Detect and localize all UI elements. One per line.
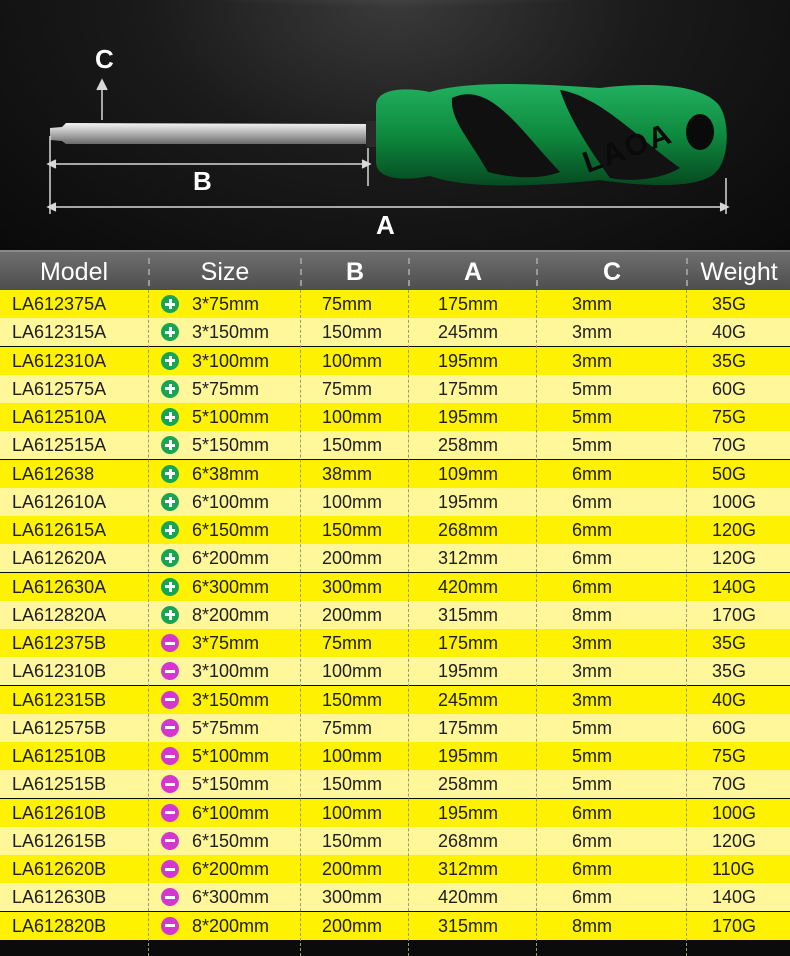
weight-cell: 100G (712, 491, 757, 512)
a-length-cell: 109mm (438, 463, 499, 484)
table-row (0, 714, 790, 742)
table-row (0, 375, 790, 403)
a-length-cell: 175mm (438, 717, 499, 738)
b-length-cell: 200mm (322, 548, 383, 569)
table-row (0, 347, 790, 375)
a-length-cell: 258mm (438, 774, 499, 795)
b-length-cell: 300mm (322, 887, 383, 908)
hang-hole (686, 114, 714, 150)
brand-logo: LAOA (578, 116, 678, 180)
model-cell: LA612610B (12, 802, 107, 823)
c-diameter-cell: 5mm (572, 435, 612, 456)
b-length-cell: 100mm (322, 407, 383, 428)
dimension-label-a: A (376, 210, 395, 240)
size-cell: 6*300mm (192, 887, 270, 908)
a-length-cell: 175mm (438, 378, 499, 399)
weight-cell: 50G (712, 463, 747, 484)
weight-cell: 75G (712, 407, 747, 428)
header-weight: Weight (700, 258, 778, 286)
model-cell: LA612375B (12, 633, 107, 654)
c-diameter-cell: 5mm (572, 717, 612, 738)
slotted-minus-icon (161, 747, 179, 765)
table-row (0, 827, 790, 855)
slotted-minus-icon (161, 832, 179, 850)
slotted-minus-icon (161, 804, 179, 822)
table-row (0, 686, 790, 714)
size-cell: 3*75mm (192, 294, 260, 314)
phillips-plus-icon (161, 606, 179, 624)
c-diameter-cell: 3mm (572, 633, 612, 654)
column-separator (148, 290, 149, 956)
table-row (0, 403, 790, 431)
size-cell: 6*300mm (192, 576, 270, 597)
a-length-cell: 268mm (438, 830, 499, 851)
size-cell: 5*150mm (192, 435, 270, 456)
weight-cell: 70G (712, 774, 747, 795)
weight-cell: 140G (712, 887, 757, 908)
b-length-cell: 75mm (322, 717, 373, 738)
size-cell: 6*150mm (192, 830, 270, 851)
c-diameter-cell: 5mm (572, 407, 612, 428)
phillips-plus-icon (161, 493, 179, 511)
a-length-cell: 312mm (438, 859, 499, 880)
weight-cell: 120G (712, 548, 757, 569)
a-length-cell: 195mm (438, 802, 499, 823)
table-row (0, 742, 790, 770)
c-diameter-cell: 6mm (572, 463, 612, 484)
model-cell: LA612615B (12, 830, 107, 851)
a-length-cell: 420mm (438, 576, 499, 597)
column-separator (686, 290, 687, 956)
table-row (0, 799, 790, 827)
table-row (0, 318, 790, 346)
phillips-plus-icon (161, 352, 179, 370)
c-diameter-cell: 6mm (572, 859, 612, 880)
c-diameter-cell: 5mm (572, 774, 612, 795)
header-c: C (602, 258, 622, 286)
weight-cell: 70G (712, 435, 747, 456)
a-length-cell: 420mm (438, 887, 499, 908)
model-cell: LA612620B (12, 859, 107, 880)
model-cell: LA612620A (12, 548, 107, 569)
weight-cell: 35G (712, 350, 747, 371)
phillips-plus-icon (161, 295, 179, 313)
model-cell: LA612638 (12, 463, 95, 484)
model-cell: LA612510B (12, 746, 107, 767)
product-hero (0, 0, 790, 250)
table-header-row (0, 250, 790, 290)
size-cell: 6*200mm (192, 859, 270, 880)
a-length-cell: 195mm (438, 407, 499, 428)
weight-cell: 35G (712, 294, 747, 314)
b-length-cell: 100mm (322, 661, 383, 682)
b-length-cell: 38mm (322, 463, 373, 484)
spec-table (0, 250, 790, 956)
b-length-cell: 100mm (322, 350, 383, 371)
slotted-minus-icon (161, 860, 179, 878)
phillips-plus-icon (161, 323, 179, 341)
table-row (0, 629, 790, 657)
model-cell: LA612315A (12, 322, 107, 343)
c-diameter-cell: 3mm (572, 661, 612, 682)
screwdriver-diagram (0, 0, 790, 250)
table-row (0, 544, 790, 572)
slotted-minus-icon (161, 775, 179, 793)
size-cell: 5*100mm (192, 746, 270, 767)
size-cell: 8*200mm (192, 915, 270, 936)
c-diameter-cell: 5mm (572, 378, 612, 399)
slotted-minus-icon (161, 888, 179, 906)
size-cell: 6*100mm (192, 802, 270, 823)
a-length-cell: 315mm (438, 604, 499, 625)
dimension-label-c: C (95, 44, 114, 74)
model-cell: LA612310B (12, 661, 107, 682)
b-length-cell: 75mm (322, 633, 373, 654)
table-row (0, 770, 790, 798)
phillips-plus-icon (161, 521, 179, 539)
size-cell: 5*75mm (192, 378, 260, 399)
weight-cell: 120G (712, 830, 757, 851)
weight-cell: 40G (712, 689, 747, 710)
b-length-cell: 75mm (322, 378, 373, 399)
dimension-label-b: B (193, 166, 212, 196)
c-diameter-cell: 6mm (572, 548, 612, 569)
table-row (0, 657, 790, 685)
table-row (0, 601, 790, 629)
model-cell: LA612515B (12, 774, 107, 795)
model-cell: LA612515A (12, 435, 107, 456)
table-row (0, 516, 790, 544)
size-cell: 6*38mm (192, 463, 260, 484)
size-cell: 6*100mm (192, 491, 270, 512)
weight-cell: 110G (712, 859, 755, 880)
b-length-cell: 300mm (322, 576, 383, 597)
b-length-cell: 100mm (322, 746, 383, 767)
table-row (0, 460, 790, 488)
table-row (0, 855, 790, 883)
b-length-cell: 200mm (322, 604, 383, 625)
table-row (0, 290, 790, 318)
b-length-cell: 100mm (322, 802, 383, 823)
model-cell: LA612315B (12, 689, 107, 710)
size-cell: 6*150mm (192, 520, 270, 541)
shaft (50, 123, 370, 144)
a-length-cell: 175mm (438, 294, 499, 314)
column-separator (536, 290, 537, 956)
c-diameter-cell: 6mm (572, 887, 612, 908)
model-cell: LA612820A (12, 604, 107, 625)
slotted-minus-icon (161, 634, 179, 652)
light-glow (95, 0, 695, 40)
model-cell: LA612510A (12, 407, 107, 428)
model-cell: LA612615A (12, 520, 107, 541)
b-length-cell: 150mm (322, 774, 383, 795)
weight-cell: 60G (712, 717, 747, 738)
size-cell: 8*200mm (192, 604, 270, 625)
c-diameter-cell: 5mm (572, 746, 612, 767)
a-length-cell: 245mm (438, 689, 499, 710)
table-row (0, 912, 790, 940)
weight-cell: 170G (712, 915, 757, 936)
size-cell: 5*75mm (192, 717, 260, 738)
slotted-minus-icon (161, 691, 179, 709)
table-row (0, 431, 790, 459)
column-separator (408, 290, 409, 956)
size-cell: 5*100mm (192, 407, 270, 428)
c-diameter-cell: 3mm (572, 322, 612, 343)
header-size: Size (200, 258, 250, 286)
b-length-cell: 150mm (322, 830, 383, 851)
model-cell: LA612310A (12, 350, 107, 371)
a-length-cell: 195mm (438, 491, 499, 512)
model-cell: LA612820B (12, 915, 107, 936)
header-model: Model (39, 258, 109, 286)
weight-cell: 35G (712, 661, 747, 682)
phillips-plus-icon (161, 436, 179, 454)
size-cell: 3*150mm (192, 322, 270, 343)
table-row (0, 488, 790, 516)
size-cell: 3*100mm (192, 350, 270, 371)
phillips-plus-icon (161, 578, 179, 596)
c-diameter-cell: 8mm (572, 604, 612, 625)
b-length-cell: 200mm (322, 915, 383, 936)
phillips-plus-icon (161, 549, 179, 567)
weight-cell: 140G (712, 576, 757, 597)
a-length-cell: 312mm (438, 548, 499, 569)
b-length-cell: 150mm (322, 322, 383, 343)
size-cell: 3*75mm (192, 633, 260, 654)
header-a: A (463, 258, 483, 286)
model-cell: LA612630B (12, 887, 107, 908)
a-length-cell: 315mm (438, 915, 499, 936)
b-length-cell: 100mm (322, 491, 383, 512)
phillips-plus-icon (161, 380, 179, 398)
c-diameter-cell: 6mm (572, 830, 612, 851)
a-length-cell: 195mm (438, 661, 499, 682)
model-cell: LA612630A (12, 576, 107, 597)
b-length-cell: 150mm (322, 520, 383, 541)
model-cell: LA612610A (12, 491, 107, 512)
weight-cell: 120G (712, 520, 757, 541)
c-diameter-cell: 3mm (572, 294, 612, 314)
a-length-cell: 268mm (438, 520, 499, 541)
weight-cell: 75G (712, 746, 747, 767)
phillips-plus-icon (161, 408, 179, 426)
slotted-minus-icon (161, 662, 179, 680)
b-length-cell: 200mm (322, 859, 383, 880)
weight-cell: 60G (712, 378, 747, 399)
a-length-cell: 258mm (438, 435, 499, 456)
header-b: B (345, 258, 365, 286)
size-cell: 5*150mm (192, 774, 270, 795)
weight-cell: 100G (712, 802, 757, 823)
weight-cell: 35G (712, 633, 747, 654)
b-length-cell: 75mm (322, 294, 373, 314)
screwdriver-icon (50, 84, 727, 186)
c-diameter-cell: 3mm (572, 689, 612, 710)
weight-cell: 40G (712, 322, 747, 343)
b-length-cell: 150mm (322, 689, 383, 710)
model-cell: LA612575A (12, 378, 107, 399)
table-row (0, 573, 790, 601)
c-diameter-cell: 6mm (572, 491, 612, 512)
phillips-plus-icon (161, 465, 179, 483)
slotted-minus-icon (161, 719, 179, 737)
c-diameter-cell: 6mm (572, 576, 612, 597)
a-length-cell: 175mm (438, 633, 499, 654)
size-cell: 3*100mm (192, 661, 270, 682)
a-length-cell: 195mm (438, 350, 499, 371)
a-length-cell: 195mm (438, 746, 499, 767)
weight-cell: 170G (712, 604, 757, 625)
slotted-minus-icon (161, 917, 179, 935)
c-diameter-cell: 3mm (572, 350, 612, 371)
size-cell: 3*150mm (192, 689, 270, 710)
c-diameter-cell: 6mm (572, 520, 612, 541)
a-length-cell: 245mm (438, 322, 499, 343)
c-diameter-cell: 6mm (572, 802, 612, 823)
column-separator (300, 290, 301, 956)
c-diameter-cell: 8mm (572, 915, 612, 936)
model-cell: LA612575B (12, 717, 107, 738)
table-row (0, 883, 790, 911)
model-cell: LA612375A (12, 294, 107, 314)
b-length-cell: 150mm (322, 435, 383, 456)
size-cell: 6*200mm (192, 548, 270, 569)
